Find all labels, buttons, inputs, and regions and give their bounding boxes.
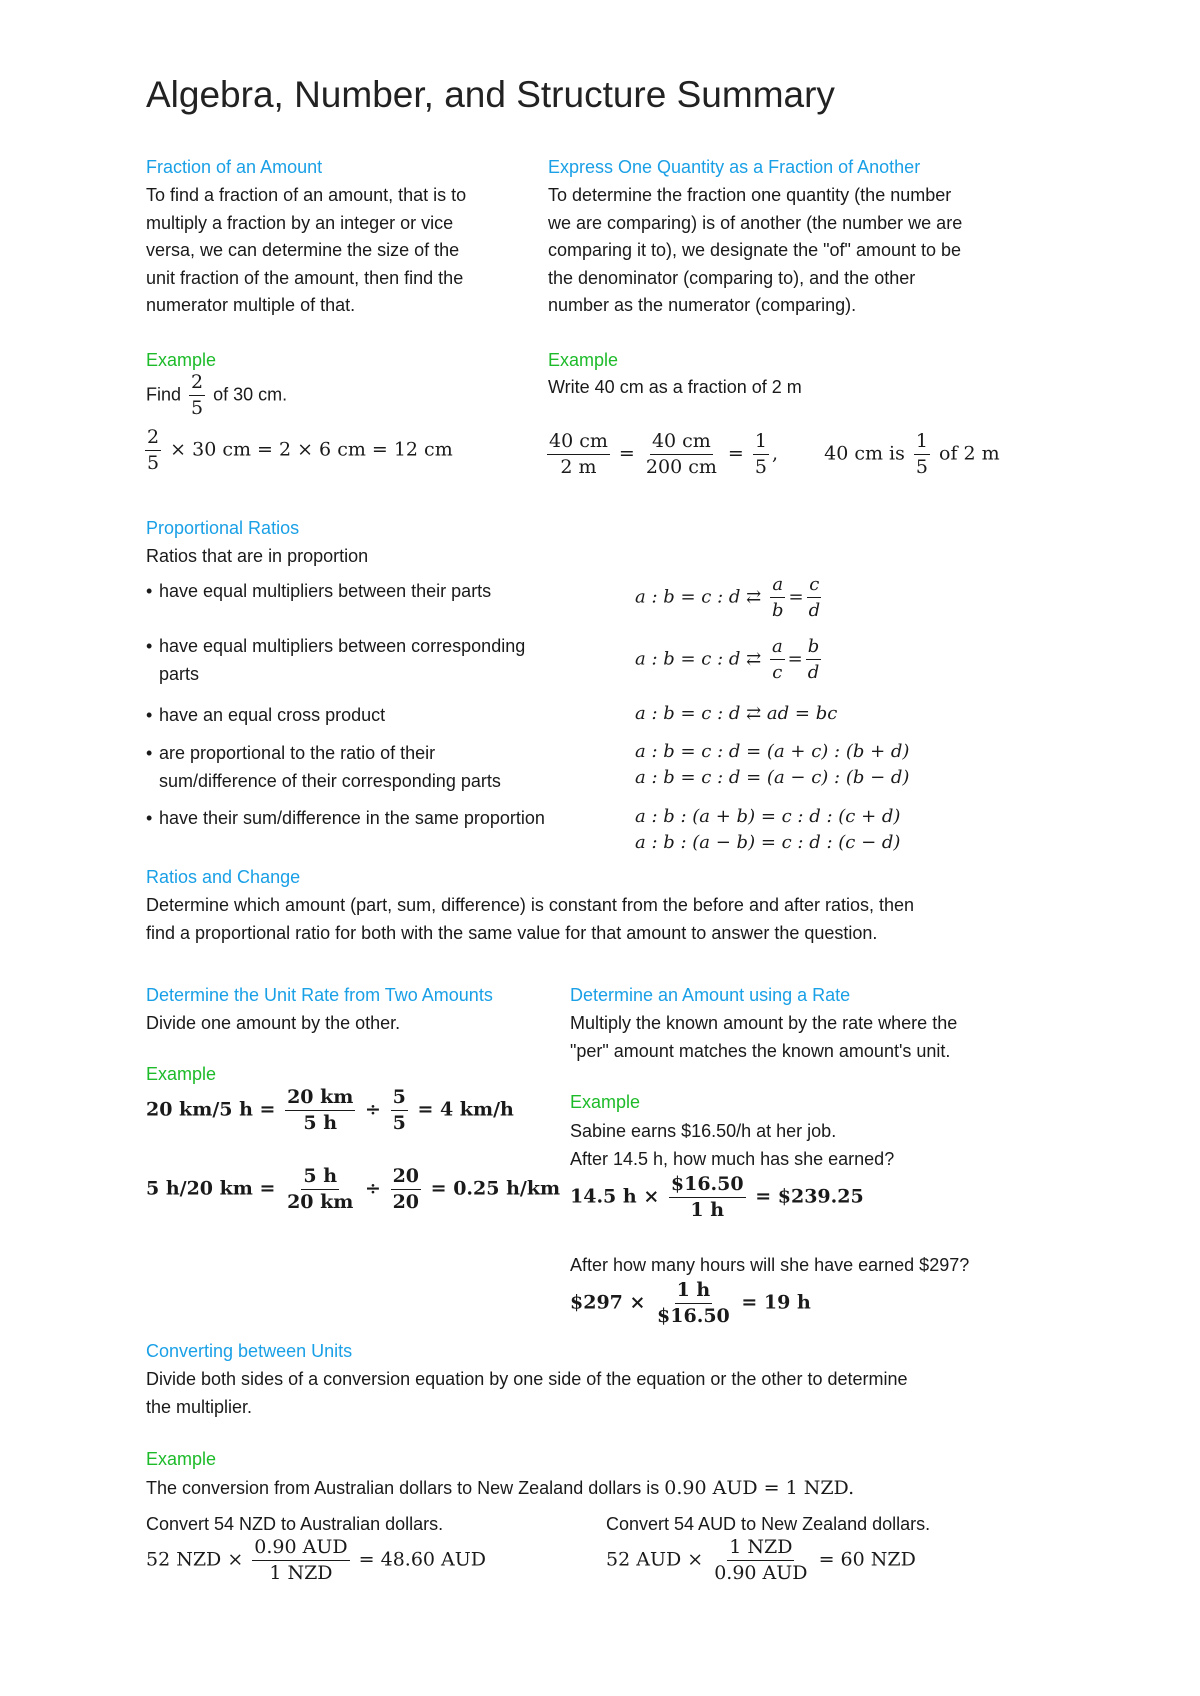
formula-corresponding: a : b = c : d ⇄ $\frac{a}{c}$ = $\frac{b}{d}$ [635,636,820,683]
fraction: $\frac{a}{c}$ [771,636,783,683]
fraction: $\frac{a}{b}$ [771,574,784,621]
proportional-heading: Proportional Ratios [146,518,300,538]
example-label: Example [146,1064,217,1084]
convert-right-prompt: Convert 54 AUD to New Zealand dollars. [606,1514,931,1534]
conversion-statement: The conversion from Australian dollars to New Zealand dollars is 0.90 AUD = 1 NZD. [146,1477,855,1499]
text-line: the multiplier. [146,1396,253,1417]
conversion-equation: 0.90 AUD = 1 NZD. [664,1477,855,1499]
fraction: $\frac{2}{5}$ [147,426,160,474]
converting-heading: Converting between Units [146,1341,353,1361]
proportional-intro: Ratios that are in proportion [146,546,369,566]
fraction-amount-heading: Fraction of an Amount [146,157,323,177]
unit-rate-example-2: 5 h/20 km = $\frac{5 h}{20 km}$ ÷ $\frac{20}{20}$ = 0.25 h/km [146,1165,561,1213]
amount-rate-heading: Determine an Amount using a Rate [570,985,851,1005]
ratios-change-heading: Ratios and Change [146,867,301,887]
converting-text [146,1366,908,1421]
example-label: Example [146,350,217,370]
amount-rate-calc-1: 14.5 h × $\frac{\$16.50}{1 h}$ = $239.25 [570,1173,864,1221]
text-line: the denominator (comparing to), and the other [548,267,916,288]
fraction: $\frac{\$16.50}{1 h}$ [670,1173,744,1221]
list-item: • have an equal cross product [146,705,386,725]
amount-rate-question-2: After how many hours will she have earned $297? [570,1255,970,1275]
list-item: • are proportional to the ratio of their sum/difference of their corresponding parts [146,743,501,791]
calc-rest: × 30 cm = 2 × 6 cm = 12 cm [170,438,453,461]
example-label: Example [146,1449,217,1469]
formula-same-difference: a : b : (a − b) = c : d : (c − d) [635,832,901,853]
fraction: $\frac{1}{5}$ [754,430,767,478]
fraction: $\frac{1 h}{\$16.50}$ [657,1279,730,1327]
unit-rate-heading: Determine the Unit Rate from Two Amounts [146,985,493,1005]
fraction: $\frac{5 h}{20 km}$ [287,1165,354,1213]
result-suffix: of 2 m [939,442,1000,465]
amount-rate-example-text [570,1118,894,1173]
list-item: • have equal multipliers between corresponding parts [146,636,526,684]
text-line: we are comparing) is of another (the number we are [548,212,963,233]
amount-rate-calc-2: $297 × $\frac{1 h}{\$16.50}$ = 19 h [570,1279,811,1327]
text-line: Determine which amount (part, sum, difference) is constant from the before and after ratios, then [146,895,915,915]
result-prefix: 40 cm is [824,442,905,465]
formula-difference: a : b = c : d = (a − c) : (b − d) [635,767,910,788]
find-text: Find [146,384,182,405]
text-line: multiply a fraction by an integer or vice [146,212,454,233]
fraction: $\frac{40 cm}{200 cm}$ [645,430,717,478]
text-line: Multiply the known amount by the rate where the [570,1013,958,1033]
find-fraction-line [146,370,287,421]
fraction: $\frac{b}{d}$ [807,636,820,683]
formula-sum: a : b = c : d = (a + c) : (b + d) [635,741,910,762]
formula-cross-product: a : b = c : d ⇄ ad = bc [635,703,838,724]
equals: = [727,442,744,465]
express-fraction-heading: Express One Quantity as a Fraction of Another [548,157,921,177]
text-line: "per" amount matches the known amount's unit. [570,1040,951,1061]
equals: = [618,442,635,465]
express-calculation [544,429,1000,480]
fraction: $\frac{\text{0.90 AUD}}{\text{1 NZD}}$ [254,1536,348,1584]
fraction: $\frac{5}{5}$ [392,1086,406,1134]
convert-left-prompt: Convert 54 NZD to Australian dollars. [146,1514,444,1534]
fraction-calculation [142,425,453,476]
convert-left-calc: 52 NZD × $\frac{\text{0.90 AUD}}{\text{1 NZD}}$ = 48.60 AUD [146,1536,487,1584]
convert-right-calc: 52 AUD × $\frac{\text{1 NZD}}{\text{0.90 AUD}}$ = 60 NZD [606,1536,916,1584]
fraction-amount-text [146,182,546,320]
fraction: $\frac{1}{5}$ [915,430,928,478]
fraction: $\frac{40 cm}{2 m}$ [549,430,608,478]
formula-same-sum: a : b : (a + b) = c : d : (c + d) [635,806,901,827]
fraction: $\frac{20 km}{5 h}$ [287,1086,354,1134]
page-title: Algebra, Number, and Structure Summary [146,74,835,115]
fraction: $\frac{20}{20}$ [392,1165,420,1213]
text-line: numerator multiple of that. [146,295,356,315]
text-line: find a proportional ratio for both with the same value for that amount to answer the question. [146,922,878,943]
list-item: • have equal multipliers between their parts [146,581,492,601]
fraction: $\frac{c}{d}$ [808,574,821,621]
formula-equal-parts: a : b = c : d ⇄ $\frac{a}{b}$ = $\frac{c}{d}$ [635,574,821,621]
text-line: To find a fraction of an amount, that is to [146,185,467,205]
express-prompt: Write 40 cm as a fraction of 2 m [548,377,802,397]
text-line: number as the numerator (comparing). [548,295,857,315]
text-line: Sabine earns $16.50/h at her job. [570,1121,837,1141]
comma: , [771,442,779,465]
text-line: To determine the fraction one quantity (the number [548,185,952,205]
text-line: versa, we can determine the size of the [146,240,460,260]
text-line: comparing it to), we designate the "of" amount to be [548,240,962,260]
ratios-change-text [146,892,914,947]
text-line: After 14.5 h, how much has she earned? [570,1148,895,1169]
list-item: • have their sum/difference in the same proportion [146,808,545,828]
unit-rate-text: Divide one amount by the other. [146,1013,401,1033]
amount-rate-text [570,1010,957,1065]
text-line: Divide both sides of a conversion equation by one side of the equation or the other to determine [146,1369,908,1389]
example-label: Example [570,1092,641,1112]
fraction: $\frac{\text{1 NZD}}{\text{0.90 AUD}}$ [714,1536,808,1584]
example-label: Example [548,350,619,370]
unit-rate-example-1: 20 km/5 h = $\frac{20 km}{5 h}$ ÷ $\frac{5}{5}$ = 4 km/h [146,1086,514,1134]
express-fraction-text [548,182,1068,320]
text-line: unit fraction of the amount, then find the [146,267,464,288]
find-suffix: of 30 cm. [213,384,288,405]
fraction: $\frac{2}{5}$ [191,371,204,419]
